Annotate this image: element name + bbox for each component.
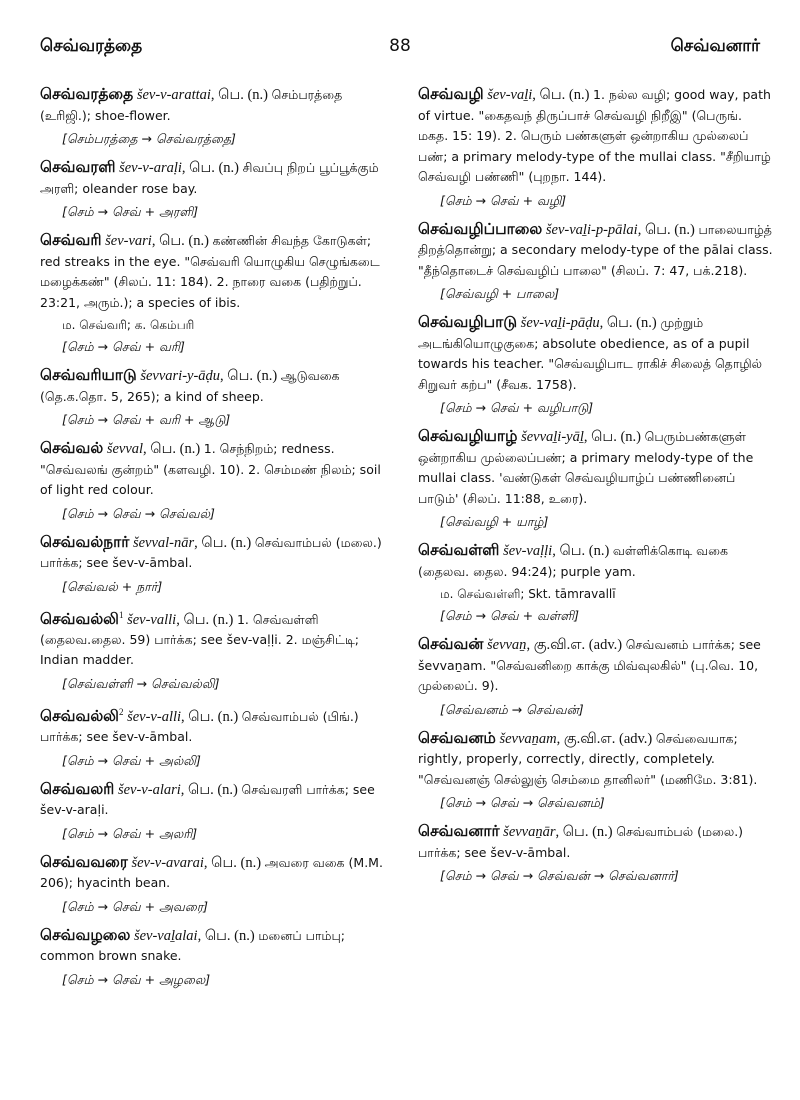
part-of-speech: , பெ. (n.) bbox=[637, 221, 695, 238]
part-of-speech: , பெ. (n.) bbox=[210, 87, 269, 103]
etymology: [செம் → செவ் → செவ்வனம்] bbox=[440, 795, 605, 810]
dictionary-entry bbox=[418, 84, 773, 210]
headword: செவ்வரத்தை bbox=[40, 85, 134, 103]
headword: செவ்வரளி bbox=[40, 158, 116, 176]
definition: செம்பரத்தை (உரிஜி.); shoe-flower. bbox=[40, 87, 343, 123]
part-of-speech: , பெ. (n.) bbox=[220, 368, 278, 384]
transliteration: ševvaḻi-yāḻ bbox=[521, 429, 584, 445]
etymology: [செம்பரத்தை → செவ்வரத்தை] bbox=[62, 131, 236, 146]
definition: செவ்வனம் பார்க்க; see ševvaṉam. "செவ்வனிறை காக்கு மிவ்வுலகில்" (பு.வெ. 10, முல்லைப். 9). bbox=[418, 637, 761, 693]
cognates: ம. செவ்வரி; க. கெம்பரி bbox=[62, 318, 195, 332]
headword: செவ்வழிபாடு bbox=[418, 313, 518, 331]
headword: செவ்வரி bbox=[40, 231, 102, 249]
part-of-speech: , பெ. (n.) bbox=[181, 160, 240, 176]
definition: ஆடுவகை (தெ.க.தொ. 5, 265); a kind of sheep. bbox=[40, 368, 340, 404]
part-of-speech: , பெ. (n.) bbox=[555, 824, 613, 840]
dictionary-entry bbox=[418, 540, 773, 625]
headword: செவ்வல்லி bbox=[40, 706, 119, 725]
transliteration: šev-vaḻi-pāḍu bbox=[520, 315, 600, 331]
part-of-speech: , பெ. (n.) bbox=[151, 233, 209, 249]
part-of-speech: , பெ. (n.) bbox=[197, 927, 255, 944]
part-of-speech: , பெ. (n.) bbox=[194, 534, 252, 551]
transliteration: ševvari-y-āḍu bbox=[140, 368, 221, 384]
dictionary-entry bbox=[40, 230, 395, 356]
definition: மனைப் பாம்பு; common brown snake. bbox=[40, 927, 346, 964]
headword: செவ்வன் bbox=[418, 635, 484, 653]
definition: செவ்வையாக; rightly, properly, correctly, directly, completely. "செவ்வனஞ் செல்லுஞ் செம்மை தானிலர்" (மணிமே. 3:81). bbox=[418, 730, 758, 787]
dictionary-entry bbox=[40, 925, 395, 989]
definition: செவ்வாம்பல் (மலை.) பார்க்க; see šev-v-āmbal. bbox=[418, 824, 744, 860]
headword: செவ்வழிப்பாலை bbox=[418, 219, 543, 238]
page-number: 88 bbox=[389, 36, 411, 56]
etymology: [செம் → செவ் + வழி] bbox=[440, 192, 567, 208]
part-of-speech: , பெ. (n.) bbox=[203, 854, 262, 871]
dictionary-entry bbox=[40, 702, 395, 770]
definition: 1. நல்ல வழி; good way, path of virtue. "கைதவந் திருப்பாச் செவ்வழி நிறீஇ" (பெருங். மகத. 15: 19). 2. பெரும் பண்களுள் ஒன்றாகிய முல்லைப் பண்; a primary melody-type of the mullai class. "சீறியாழ் செவ்வழி பண்ணி" (புறநா. 144). bbox=[418, 87, 771, 184]
etymology: [செம் → செவ் + வரி + ஆடு] bbox=[62, 412, 231, 427]
etymology: [செம் → செவ் → செவ்வல்] bbox=[62, 505, 215, 521]
part-of-speech: , பெ. (n.) bbox=[532, 87, 590, 103]
dictionary-entry bbox=[40, 157, 395, 221]
definition: வள்ளிக்கொடி வகை (தைலவ. தைல. 94:24); purple yam. bbox=[418, 543, 728, 579]
transliteration: šev-v-alari bbox=[117, 781, 181, 798]
part-of-speech: , பெ. (n.) bbox=[181, 708, 239, 725]
definition: 1. செந்நிறம்; redness. "செவ்வலங் குன்றம்" (களவழி. 10). 2. செம்மண் நிலம்; soil of light red colour. bbox=[40, 441, 381, 497]
definition: கண்ணின் சிவந்த கோடுகள்; red streaks in the eye. "செவ்வரி யொழுகிய செழுங்கடை மழைக்கண்" (சிலப். 11: 184). 2. நாரை வகை (பதிற்றுப். 23:21, அரும்.); a species of ibis. bbox=[40, 233, 380, 310]
transliteration: ševvaṉār bbox=[503, 824, 556, 840]
definition: பாலையாழ்த் திறத்தொன்று; a secondary melody-type of the pālai class. "தீந்தொடைச் செவ்வழிப் பாலை" (சிலப். 7: 47, பக்.218). bbox=[418, 221, 773, 278]
dictionary-entry bbox=[418, 312, 773, 417]
etymology: [செவ்வழி + யாழ்] bbox=[440, 514, 549, 529]
definition: செவ்வாம்பல் (பிங்.) பார்க்க; see šev-v-āmbal. bbox=[40, 708, 359, 745]
definition: பெரும்பண்களுள் ஒன்றாகிய முல்லைப்பண்; a primary melody-type of the mullai class. 'வண்டுகள் செவ்வழியாழ்ப் பண்ணினைப் பாடும்' (சிலப். 11:88, உரை). bbox=[418, 429, 754, 506]
headword: செவ்வள்ளி bbox=[418, 541, 500, 559]
headword: செவ்வழலை bbox=[40, 925, 131, 944]
headword: செவ்வழியாழ் bbox=[418, 427, 518, 445]
dictionary-entry bbox=[418, 219, 773, 304]
transliteration: šev-vaḷḷi bbox=[503, 543, 553, 559]
transliteration: ševval bbox=[106, 441, 144, 457]
definition: 1. செவ்வள்ளி (தைலவ.தைல. 59) பார்க்க; see šev-vaḷḷi. 2. மஞ்சிட்டி; Indian madder. bbox=[40, 611, 360, 668]
part-of-speech: , பெ. (n.) bbox=[176, 611, 234, 628]
headword: செவ்வல் bbox=[40, 439, 104, 457]
transliteration: ševvaṉam bbox=[499, 730, 557, 747]
definition: சிவப்பு நிறப் பூப்பூக்கும் அரளி; oleander rose bay. bbox=[40, 160, 379, 196]
dictionary-entry bbox=[40, 605, 395, 693]
left-column bbox=[40, 84, 395, 998]
headword: செவ்வலரி bbox=[40, 779, 115, 798]
transliteration: ševvaṉ bbox=[486, 637, 527, 653]
dictionary-entry bbox=[40, 852, 395, 916]
etymology: [செம் → செவ் → செவ்வன் → செவ்வனார்] bbox=[440, 868, 679, 883]
headword: செவ்வனம் bbox=[418, 728, 496, 747]
headword: செவ்வவரை bbox=[40, 852, 128, 871]
running-head-right: செவ்வனார் bbox=[670, 36, 760, 56]
headword: செவ்வரியாடு bbox=[40, 366, 137, 384]
etymology: [செம் → செவ் + வரி] bbox=[62, 339, 185, 354]
etymology: [செம் → செவ் + அலரி] bbox=[62, 825, 198, 841]
page-header bbox=[40, 36, 760, 60]
right-column bbox=[418, 84, 773, 894]
headword: செவ்வனார் bbox=[418, 822, 500, 840]
dictionary-entry bbox=[418, 728, 773, 813]
headword: செவ்வழி bbox=[418, 85, 484, 103]
transliteration: šev-vaḻi-p-pālai bbox=[545, 221, 638, 238]
transliteration: šev-v-avarai bbox=[131, 854, 204, 871]
part-of-speech: , கு.வி.எ. (adv.) bbox=[526, 637, 623, 653]
etymology: [செம் → செவ் + அழலை] bbox=[62, 971, 211, 987]
part-of-speech: , பெ. (n.) bbox=[180, 781, 238, 798]
part-of-speech: , பெ. (n.) bbox=[143, 441, 201, 457]
definition: செவ்வரளி பார்க்க; see šev-v-araḷi. bbox=[40, 781, 375, 818]
definition: முற்றும் அடங்கியொழுகுகை; absolute obedience, as of a pupil towards his teacher. "செவ்வழிபாட ராகிச் சிலைத் தொழில் சிறுவர் கற்ப" (சீவக. 1758). bbox=[418, 315, 763, 392]
definition: செவ்வாம்பல் (மலை.) பார்க்க; see šev-v-āmbal. bbox=[40, 534, 382, 570]
transliteration: šev-valli bbox=[127, 611, 177, 628]
etymology: [செம் → செவ் + அரளி] bbox=[62, 204, 199, 219]
homonym-number: 1 bbox=[118, 609, 124, 620]
definition: அவரை வகை (M.M. 206); hyacinth bean. bbox=[40, 854, 383, 891]
transliteration: šev-v-araḷi bbox=[119, 160, 182, 176]
etymology: [செம் → செவ் + வள்ளி] bbox=[440, 608, 579, 623]
dictionary-entry bbox=[40, 438, 395, 523]
running-head-left: செவ்வரத்தை bbox=[40, 36, 143, 56]
etymology: [செவ்வனம் → செவ்வன்] bbox=[440, 701, 584, 717]
dictionary-entry bbox=[418, 426, 773, 531]
dictionary-entry bbox=[40, 532, 395, 596]
etymology: [செவ்வள்ளி → செவ்வல்லி] bbox=[62, 675, 220, 691]
cognates: ம. செவ்வள்ளி; Skt. tāmravallī bbox=[440, 587, 616, 601]
etymology: [செம் → செவ் + அவரை] bbox=[62, 898, 209, 914]
transliteration: ševval-nār bbox=[132, 534, 195, 551]
headword: செவ்வல்லி bbox=[40, 609, 119, 628]
transliteration: šev-v-arattai bbox=[136, 87, 211, 103]
part-of-speech: , பெ. (n.) bbox=[552, 543, 610, 559]
transliteration: šev-v-alli bbox=[127, 708, 182, 725]
dictionary-entry bbox=[40, 779, 395, 843]
etymology: [செம் → செவ் + அல்லி] bbox=[62, 752, 201, 768]
etymology: [செம் → செவ் + வழிபாடு] bbox=[440, 400, 594, 415]
headword: செவ்வல்நார் bbox=[40, 532, 130, 551]
transliteration: šev-vaḻi bbox=[487, 87, 533, 103]
part-of-speech: , பெ. (n.) bbox=[599, 315, 657, 331]
homonym-number: 2 bbox=[118, 706, 124, 717]
part-of-speech: , பெ. (n.) bbox=[583, 429, 641, 445]
dictionary-entry bbox=[40, 365, 395, 429]
dictionary-entry bbox=[40, 84, 395, 148]
part-of-speech: , கு.வி.எ. (adv.) bbox=[556, 730, 653, 747]
dictionary-entry bbox=[418, 634, 773, 719]
etymology: [செவ்வல் + நார்] bbox=[62, 578, 163, 594]
etymology: [செவ்வழி + பாலை] bbox=[440, 286, 560, 301]
dictionary-entry bbox=[418, 821, 773, 885]
transliteration: šev-vaḻalai bbox=[133, 927, 198, 944]
transliteration: šev-vari bbox=[105, 233, 152, 249]
